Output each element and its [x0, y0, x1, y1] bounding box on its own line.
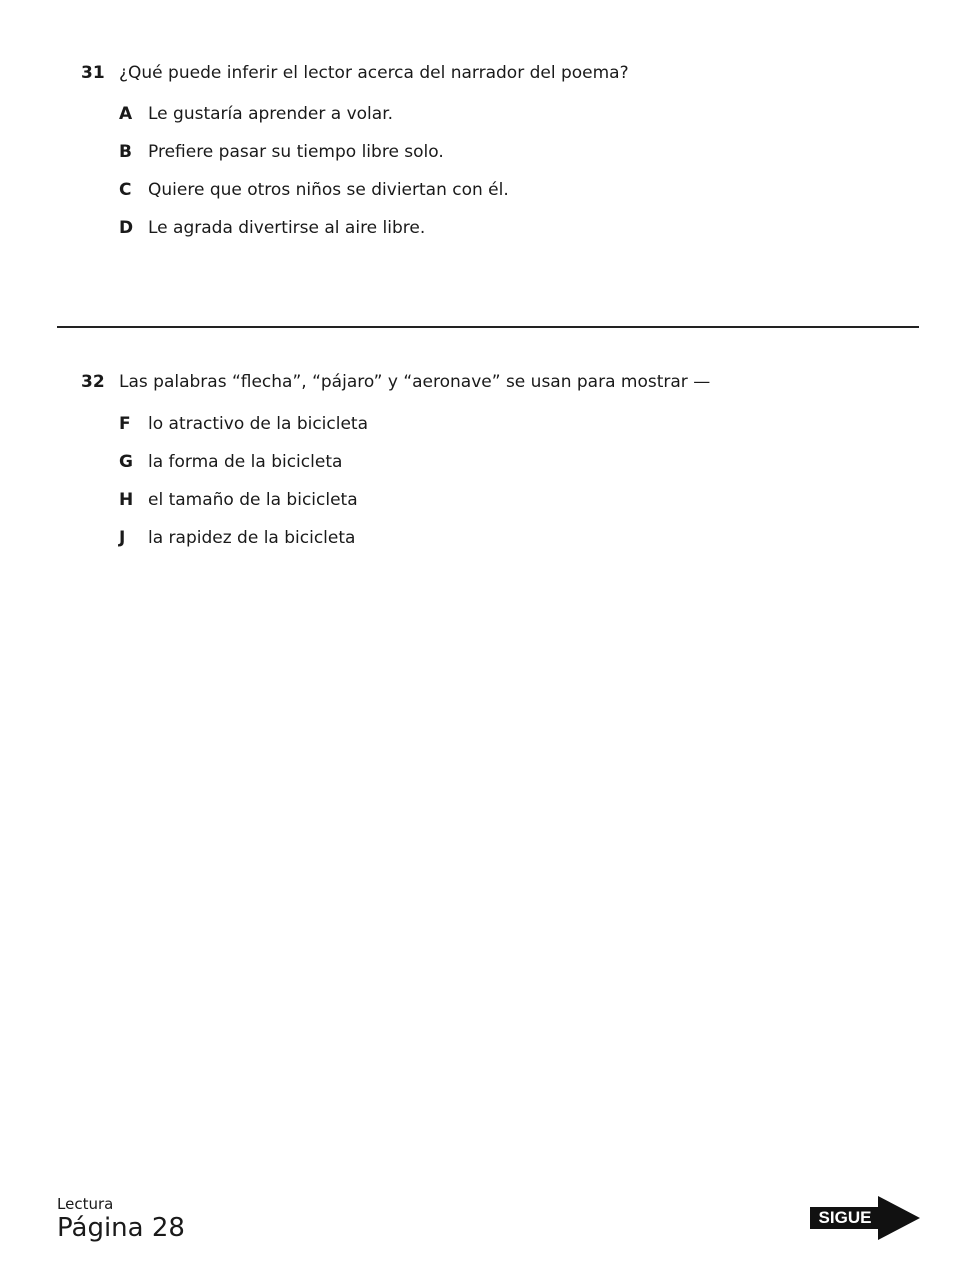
- page-number: Página 28: [57, 1213, 185, 1243]
- continue-button[interactable]: [810, 1196, 920, 1240]
- option-text: lo atractivo de la bicicleta: [148, 414, 369, 434]
- question-stem: [81, 62, 629, 84]
- question-32: [81, 371, 710, 565]
- answer-option-b[interactable]: [119, 141, 629, 179]
- answer-option-j[interactable]: [119, 527, 710, 565]
- answer-option-f[interactable]: [119, 413, 710, 451]
- option-letter: F: [119, 414, 131, 434]
- option-text: Quiere que otros niños se diviertan con él.: [148, 180, 509, 200]
- option-text: Prefiere pasar su tiempo libre solo.: [148, 142, 444, 162]
- question-stem: [81, 371, 710, 393]
- option-letter: H: [119, 490, 134, 510]
- answer-option-g[interactable]: [119, 451, 710, 489]
- answer-option-c[interactable]: [119, 179, 629, 217]
- question-number: 31: [81, 63, 105, 83]
- section-label: Lectura: [57, 1195, 114, 1213]
- question-text: Las palabras “flecha”, “pájaro” y “aeronave” se usan para mostrar —: [119, 372, 711, 392]
- section-divider: [57, 326, 919, 328]
- option-text: Le gustaría aprender a volar.: [148, 104, 394, 124]
- answer-option-h[interactable]: [119, 489, 710, 527]
- option-text: el tamaño de la bicicleta: [148, 490, 358, 510]
- answer-option-a[interactable]: [119, 103, 629, 141]
- option-letter: D: [119, 218, 134, 238]
- question-text: ¿Qué puede inferir el lector acerca del narrador del poema?: [119, 63, 629, 83]
- answer-option-d[interactable]: [119, 217, 629, 255]
- question-number: 32: [81, 372, 105, 392]
- option-letter: G: [119, 452, 133, 472]
- option-letter: J: [119, 528, 126, 548]
- answer-options: [119, 413, 710, 565]
- answer-options: [119, 103, 629, 255]
- option-letter: A: [119, 104, 133, 124]
- option-text: la forma de la bicicleta: [148, 452, 343, 472]
- continue-label: SIGUE: [810, 1207, 880, 1229]
- option-text: la rapidez de la bicicleta: [148, 528, 356, 548]
- option-letter: B: [119, 142, 132, 162]
- question-31: [81, 62, 629, 255]
- option-letter: C: [119, 180, 132, 200]
- option-text: Le agrada divertirse al aire libre.: [148, 218, 426, 238]
